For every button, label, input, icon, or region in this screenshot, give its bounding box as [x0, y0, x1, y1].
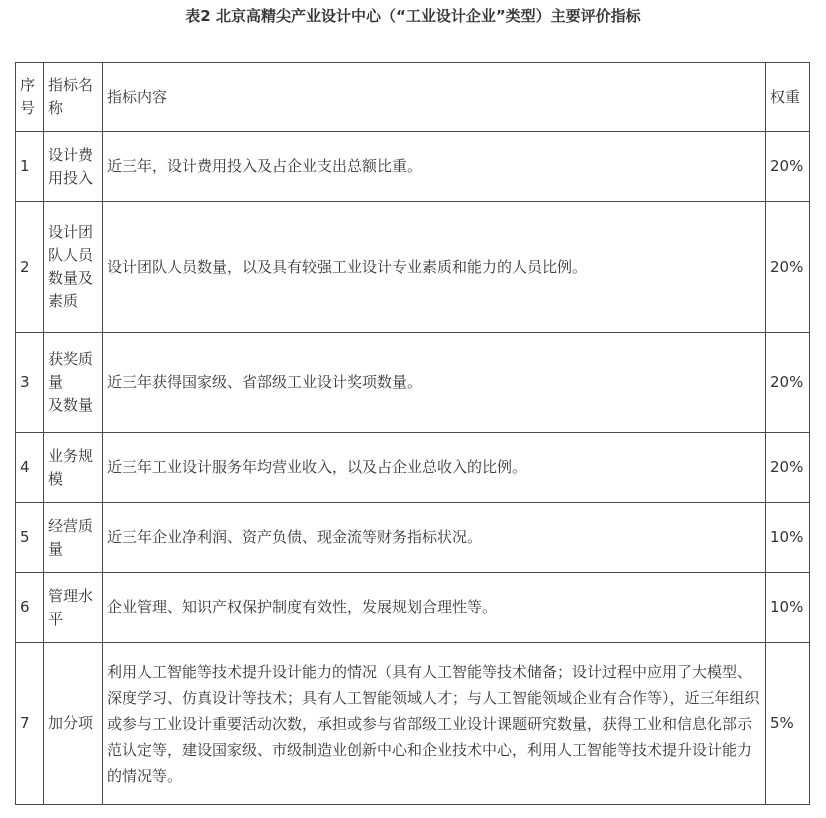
row-content: 近三年工业设计服务年均营业收入，以及占企业总收入的比例。	[103, 433, 766, 503]
row-weight: 5%	[766, 643, 810, 805]
row-name: 设计团队人员数量及素质	[44, 202, 103, 333]
header-row	[16, 63, 810, 132]
row-content: 近三年获得国家级、省部级工业设计奖项数量。	[103, 333, 766, 433]
row-weight: 20%	[766, 333, 810, 433]
row-name: 业务规模	[44, 433, 103, 503]
row-index: 3	[16, 333, 44, 433]
row-index: 4	[16, 433, 44, 503]
row-name: 获奖质量 及数量	[44, 333, 103, 433]
row-content: 企业管理、知识产权保护制度有效性，发展规划合理性等。	[103, 573, 766, 643]
row-name: 管理水平	[44, 573, 103, 643]
header-content: 指标内容	[103, 63, 766, 132]
table-row	[16, 132, 810, 202]
row-weight: 10%	[766, 503, 810, 573]
header-name: 指标名称	[44, 63, 103, 132]
row-index: 6	[16, 573, 44, 643]
row-weight: 20%	[766, 433, 810, 503]
row-content: 近三年，设计费用投入及占企业支出总额比重。	[103, 132, 766, 202]
table-row	[16, 643, 810, 805]
row-name: 加分项	[44, 643, 103, 805]
table-row	[16, 202, 810, 333]
row-content: 利用人工智能等技术提升设计能力的情况（具有人工智能等技术储备；设计过程中应用了大模型、深度学习、仿真设计等技术；具有人工智能领域人才；与人工智能领域企业有合作等），近三年组织或参与工业设计重要活动次数，承担或参与省部级工业设计课题研究数量，获得工业和信息化部示范认定等，建设国家级、市级制造业创新中心和企业技术中心，利用人工智能等技术提升设计能力的情况等。	[103, 643, 766, 805]
row-content: 近三年企业净利润、资产负债、现金流等财务指标状况。	[103, 503, 766, 573]
row-weight: 10%	[766, 573, 810, 643]
row-index: 1	[16, 132, 44, 202]
table-title: 表2 北京高精尖产业设计中心（“工业设计企业”类型）主要评价指标	[185, 7, 641, 25]
evaluation-table	[15, 62, 810, 805]
row-index: 5	[16, 503, 44, 573]
table-row	[16, 503, 810, 573]
table-row	[16, 573, 810, 643]
row-index: 7	[16, 643, 44, 805]
header-weight: 权重	[766, 63, 810, 132]
row-weight: 20%	[766, 132, 810, 202]
table-row	[16, 333, 810, 433]
row-content: 设计团队人员数量，以及具有较强工业设计专业素质和能力的人员比例。	[103, 202, 766, 333]
table-row	[16, 433, 810, 503]
row-index: 2	[16, 202, 44, 333]
row-weight: 20%	[766, 202, 810, 333]
row-name: 经营质量	[44, 503, 103, 573]
row-name: 设计费用投入	[44, 132, 103, 202]
header-index: 序号	[16, 63, 44, 132]
